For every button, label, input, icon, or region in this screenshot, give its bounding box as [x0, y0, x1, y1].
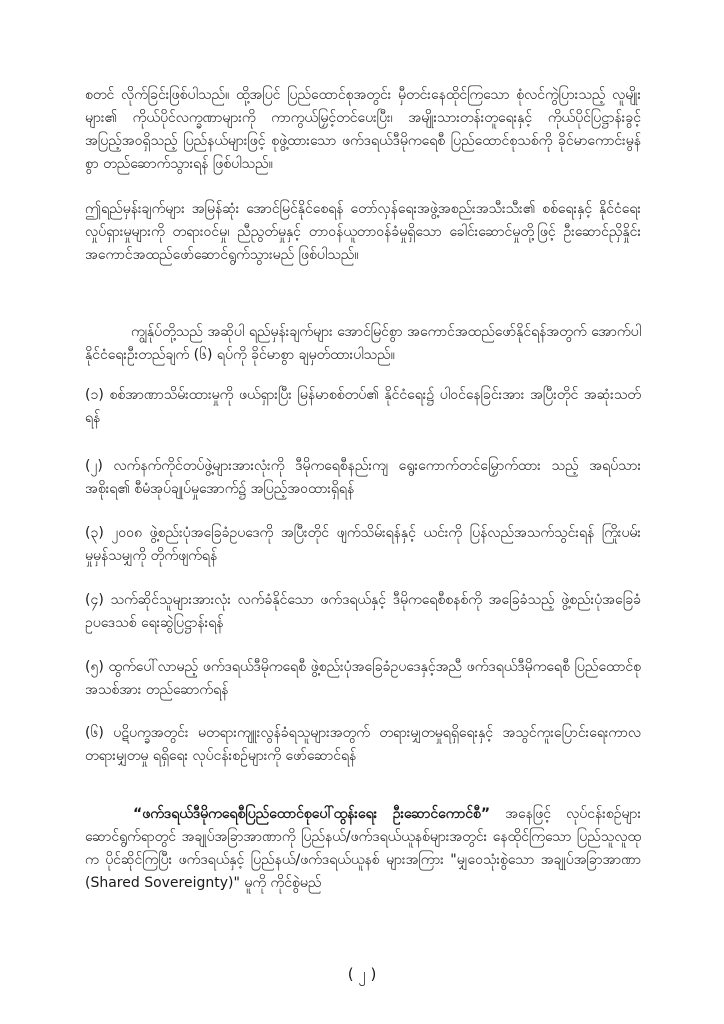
paragraph-objectives-lead: ကျွန်ုပ်တို့သည် အဆိုပါ ရည်မှန်းချက်များ အောင်မြင်စွာ အကောင်အထည်ဖော်နိုင်ရန်အတွက် အောက်ပါ နိုင်ငံရေးဦးတည်ချက် (၆) ရပ်ကို ခိုင်မာစွာ ချမှတ်ထားပါသည်။	[85, 324, 641, 363]
objective-item-5: (၅) ထွက်ပေါ်လာမည့် ဖက်ဒရယ်ဒီမိုကရေစီ ဖွဲ့စည်းပုံအခြေခံဥပဒေနှင့်အညီ ဖက်ဒရယ်ဒီမိုကရေစီ ပြည်ထောင်စုအသစ်အား တည်ဆောက်ရန်	[85, 659, 641, 698]
council-name: “ဖက်ဒရယ်ဒီမိုကရေစီပြည်ထောင်စုပေါ်ထွန်းရေး ဦးဆောင်ကောင်စီ”	[133, 806, 491, 822]
objective-item-1: (၁) စစ်အာဏာသိမ်းထားမှုကို ဖယ်ရှားပြီး မြန်မာစစ်တပ်၏ နိုင်ငံရေး၌ ပါဝင်နေခြင်းအား အပြီးတိုင် အဆုံးသတ်ရန်	[85, 387, 641, 426]
objective-item-4: (၄) သက်ဆိုင်သူများအားလုံး လက်ခံနိုင်သော ဖက်ဒရယ်နှင့် ဒီမိုကရေစီစနစ်ကို အခြေခံသည့် ဖွဲ့စည်းပုံအခြေခံဥပဒေသစ် ရေးဆွဲပြဋ္ဌာန်းရန်	[85, 592, 641, 631]
paragraph-goals: ဤရည်မှန်းချက်များ အမြန်ဆုံး အောင်မြင်နိုင်စေရန် တော်လှန်ရေးအဖွဲ့အစည်းအသီးသီး၏ စစ်ရေးနှင့် နိုင်ငံရေးလှုပ်ရှားမှုများကို တရားဝင်မှု၊ ညီညွတ်မှုနှင့် တာဝန်ယူတာဝန်ခံမှုရှိသော ခေါင်းဆောင်မှုတို့ဖြင့် ဦးဆောင်ညှိနှိုင်း အကောင်အထည်ဖော်ဆောင်ရွက်သွားမည် ဖြစ်ပါသည်။	[85, 201, 641, 263]
objective-item-3: (၃) ၂၀၀၈ ဖွဲ့စည်းပုံအခြေခံဥပဒေကို အပြီးတိုင် ဖျက်သိမ်းရန်နှင့် ယင်းကို ပြန်လည်အသက်သွင်းရန် ကြိုးပမ်းမှုမှန်သမျှကို တိုက်ဖျက်ရန်	[85, 525, 641, 564]
objective-item-6: (၆) ပဋိပက္ခအတွင်း မတရားကျူးလွန်ခံရသူများအတွက် တရားမျှတမှုရရှိရေးနှင့် အသွင်ကူးပြောင်းရေးကာလ တရားမျှတမှု ရရှိရေး လုပ်ငန်းစဉ်များကို ဖော်ဆောင်ရန်	[85, 725, 641, 764]
paragraph-council	[85, 803, 641, 895]
paragraph-council-text: အနေဖြင့် လုပ်ငန်းစဉ်များ ဆောင်ရွက်ရာတွင် အချုပ်အခြာအာဏာကို ပြည်နယ်/ဖက်ဒရယ်ယူနစ်များအတွင်း နေထိုင်ကြသော ပြည်သူလူထုက ပိုင်ဆိုင်ကြပြီး ဖက်ဒရယ်နှင့် ပြည်နယ်/ဖက်ဒရယ်ယူနစ် များအကြား "မျှဝေသုံးစွဲသော အချုပ်အခြာအာဏာ (Shared Sovereignty)" မူကို ကိုင်စွဲမည်	[85, 806, 641, 891]
paragraph-intro: စတင် လိုက်ခြင်းဖြစ်ပါသည်။ ထို့အပြင် ပြည်ထောင်စုအတွင်း မှီတင်းနေထိုင်ကြသော စုံလင်ကွဲပြားသည့် လူမျိုးများ၏ ကိုယ်ပိုင်လက္ခဏာများကို ကာကွယ်မြှင့်တင်ပေးပြီး၊ အမျိုးသားတန်းတူရေးနှင့် ကိုယ်ပိုင်ပြဋ္ဌာန်းခွင့် အပြည့်အဝရှိသည့် ပြည်နယ်များဖြင့် စုဖွဲ့ထားသော ဖက်ဒရယ်ဒီမိုကရေစီ ပြည်ထောင်စုသစ်ကို ခိုင်မာကောင်းမွန်စွာ တည်ဆောက်သွားရန် ဖြစ်ပါသည်။	[85, 87, 641, 172]
objective-item-2: (၂) လက်နက်ကိုင်တပ်ဖွဲ့များအားလုံးကို ဒီမိုကရေစီနည်းကျ ရွေးကောက်တင်မြှောက်ထား သည့် အရပ်သားအစိုးရ၏ စီမံအုပ်ချုပ်မှုအောက်၌ အပြည့်အဝထားရှိရန်	[85, 458, 641, 497]
page-number: ( ၂ )	[347, 965, 377, 983]
